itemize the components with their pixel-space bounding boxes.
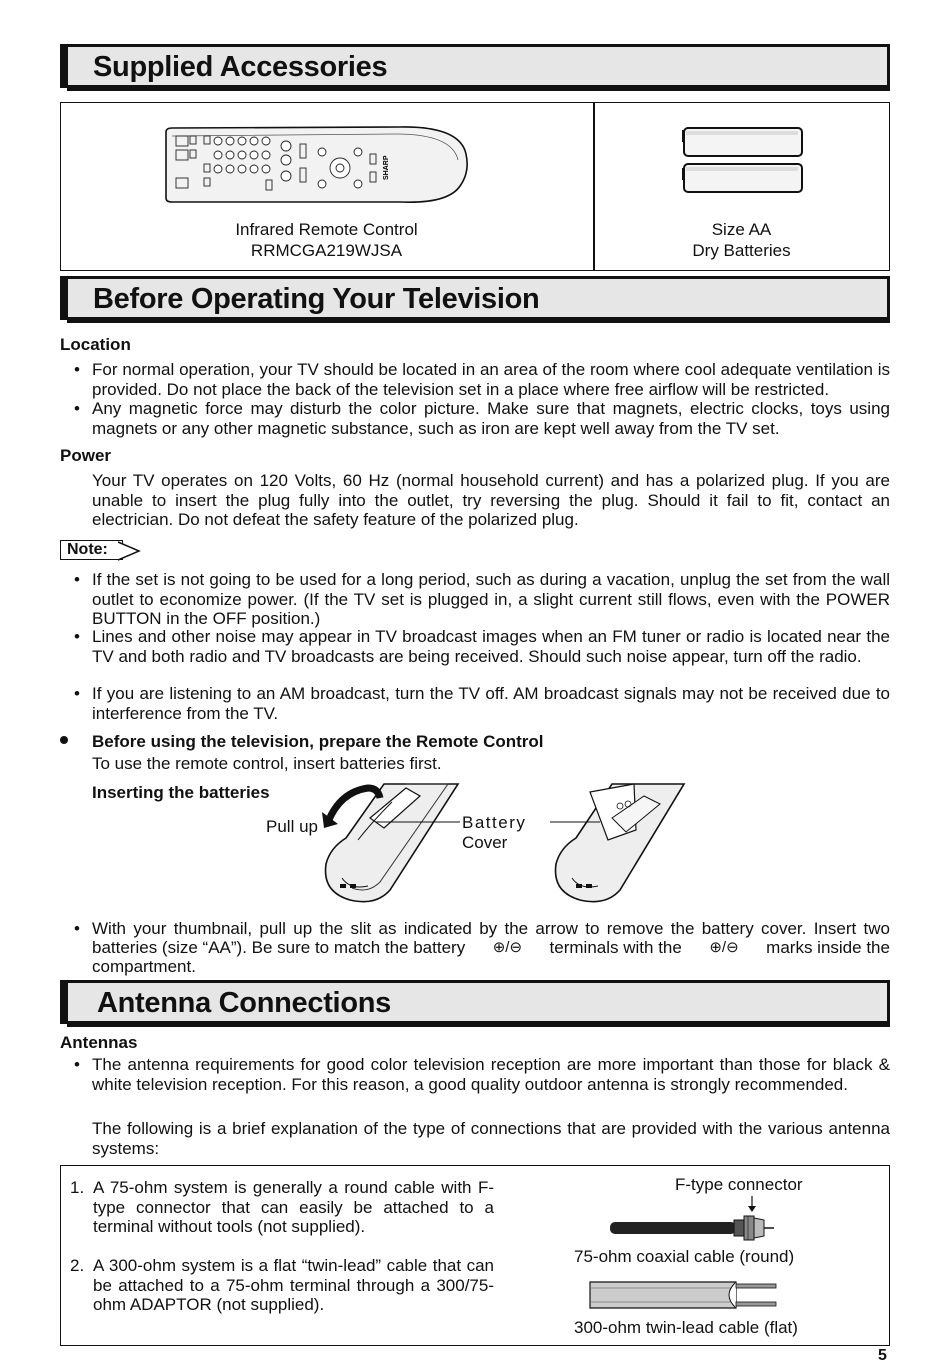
thumbnail-line-2c: marks inside the xyxy=(766,938,890,957)
twin-lead-cable-icon xyxy=(586,1278,782,1314)
thumbnail-line-2 xyxy=(92,938,890,958)
remote-cover-removal-illustration xyxy=(320,782,460,908)
note-label: Note: xyxy=(60,540,123,560)
note-bullet-2: Lines and other noise may appear in TV broadcast images when an FM tuner or radio is located near the TV and both radio and TV broadcasts are being received. Should such noise appear, turn off the radio. xyxy=(92,627,890,666)
coaxial-cable-icon xyxy=(606,1194,782,1242)
bullet-dot: • xyxy=(74,1055,80,1074)
section-title: Antenna Connections xyxy=(97,987,391,1019)
coax-cable-label: 75-ohm coaxial cable (round) xyxy=(574,1247,795,1266)
plus-minus-icon: ⊕/⊖ xyxy=(709,939,739,956)
plus-minus-icon: ⊕/⊖ xyxy=(492,939,523,956)
bullet-dot: • xyxy=(74,627,80,646)
remote-caption xyxy=(60,219,593,261)
item-2-text: A 300-ohm system is a flat “twin-lead” cable that can be attached to a 75-ohm terminal through a 300/75-ohm ADAPTOR (not supplied). xyxy=(93,1256,494,1314)
pull-up-label: Pull up xyxy=(266,817,318,836)
remote-caption-line-1: Infrared Remote Control xyxy=(235,220,418,239)
remote-model-number: RRMCGA219WJSA xyxy=(250,241,403,260)
twin-lead-cable-label: 300-ohm twin-lead cable (flat) xyxy=(574,1318,798,1337)
power-text: Your TV operates on 120 Volts, 60 Hz (normal household current) and has a polarized plug. If you are unable to insert the plug fully into the outlet, try reversing the plug. Should it fail to fit, contact an electrician. Do not defeat the safety feature of the polarized plug. xyxy=(92,471,890,529)
bullet-dot: • xyxy=(74,399,80,418)
bullet-dot: • xyxy=(74,684,80,703)
antennas-heading: Antennas xyxy=(60,1033,138,1052)
antennas-following-text: The following is a brief explanation of the type of connections that are provided with the various antenna systems: xyxy=(92,1119,890,1158)
bullet-dot: • xyxy=(74,570,80,589)
prepare-text: To use the remote control, insert batteries first. xyxy=(92,754,442,773)
bullet-disc-icon xyxy=(60,736,68,744)
f-type-connector-label: F-type connector xyxy=(675,1175,803,1194)
battery-caption-line-1: Size AA xyxy=(711,220,772,239)
remote-brand: SHARP xyxy=(383,155,390,180)
section-title: Supplied Accessories xyxy=(93,51,388,83)
note-tag xyxy=(60,540,123,560)
page-number: 5 xyxy=(878,1347,887,1364)
note-bullet-3: If you are listening to an AM broadcast, turn the TV off. AM broadcast signals may not be received due to interference from the TV. xyxy=(92,684,890,723)
item-1-number: 1. xyxy=(70,1178,85,1197)
section-title: Before Operating Your Television xyxy=(93,283,540,315)
cover-label: Cover xyxy=(462,833,508,852)
prepare-heading: Before using the television, prepare the Remote Control xyxy=(92,732,544,751)
item-1-text: A 75-ohm system is generally a round cable with F-type connector that can easily be attached to a terminal without tools (not supplied). xyxy=(93,1178,494,1236)
remote-control-icon xyxy=(160,124,472,206)
note-bullet-1: If the set is not going to be used for a long period, such as during a vacation, unplug the set from the wall outlet to economize power. (If the TV set is plugged in, a slight current still flows, even with the POWER BUTTON in the OFF position.) xyxy=(92,570,890,628)
location-bullet-1: For normal operation, your TV should be located in an area of the room where cool adequate ventilation is provided. Do not place the back of the television set in a place where free airflow will be restricted. xyxy=(92,360,890,399)
location-bullet-2: Any magnetic force may disturb the color picture. Make sure that magnets, electric clocks, toys using magnets or any other magnetic substance, such as iron are kept well away from the TV set. xyxy=(92,399,890,438)
thumbnail-line-1: With your thumbnail, pull up the slit as indicated by the arrow to remove the battery cover. Insert two xyxy=(92,919,890,938)
antennas-bullet: The antenna requirements for good color television reception are more important than those for black & white television reception. For this reason, a good quality outdoor antenna is strongly recommended. xyxy=(92,1055,890,1094)
section-header-accessories xyxy=(60,44,890,88)
thumbnail-line-2a: batteries (size “AA”). Be sure to match the battery xyxy=(92,938,466,957)
battery-caption-line-2: Dry Batteries xyxy=(692,241,791,260)
item-2-number: 2. xyxy=(70,1256,85,1275)
thumbnail-line-2b: terminals with the xyxy=(549,938,682,957)
remote-battery-compartment-illustration xyxy=(550,782,690,908)
section-header-antenna xyxy=(60,980,890,1024)
power-heading: Power xyxy=(60,446,112,465)
bullet-dot: • xyxy=(74,919,80,938)
section-header-before-operating xyxy=(60,276,890,320)
inserting-heading: Inserting the batteries xyxy=(92,783,270,802)
note-arrow-icon xyxy=(118,541,142,561)
battery-caption xyxy=(593,219,890,261)
thumbnail-line-3: compartment. xyxy=(92,957,196,976)
battery-label: Battery xyxy=(462,813,527,832)
aa-batteries-icon xyxy=(680,126,806,196)
location-heading: Location xyxy=(60,335,131,354)
bullet-dot: • xyxy=(74,360,80,379)
